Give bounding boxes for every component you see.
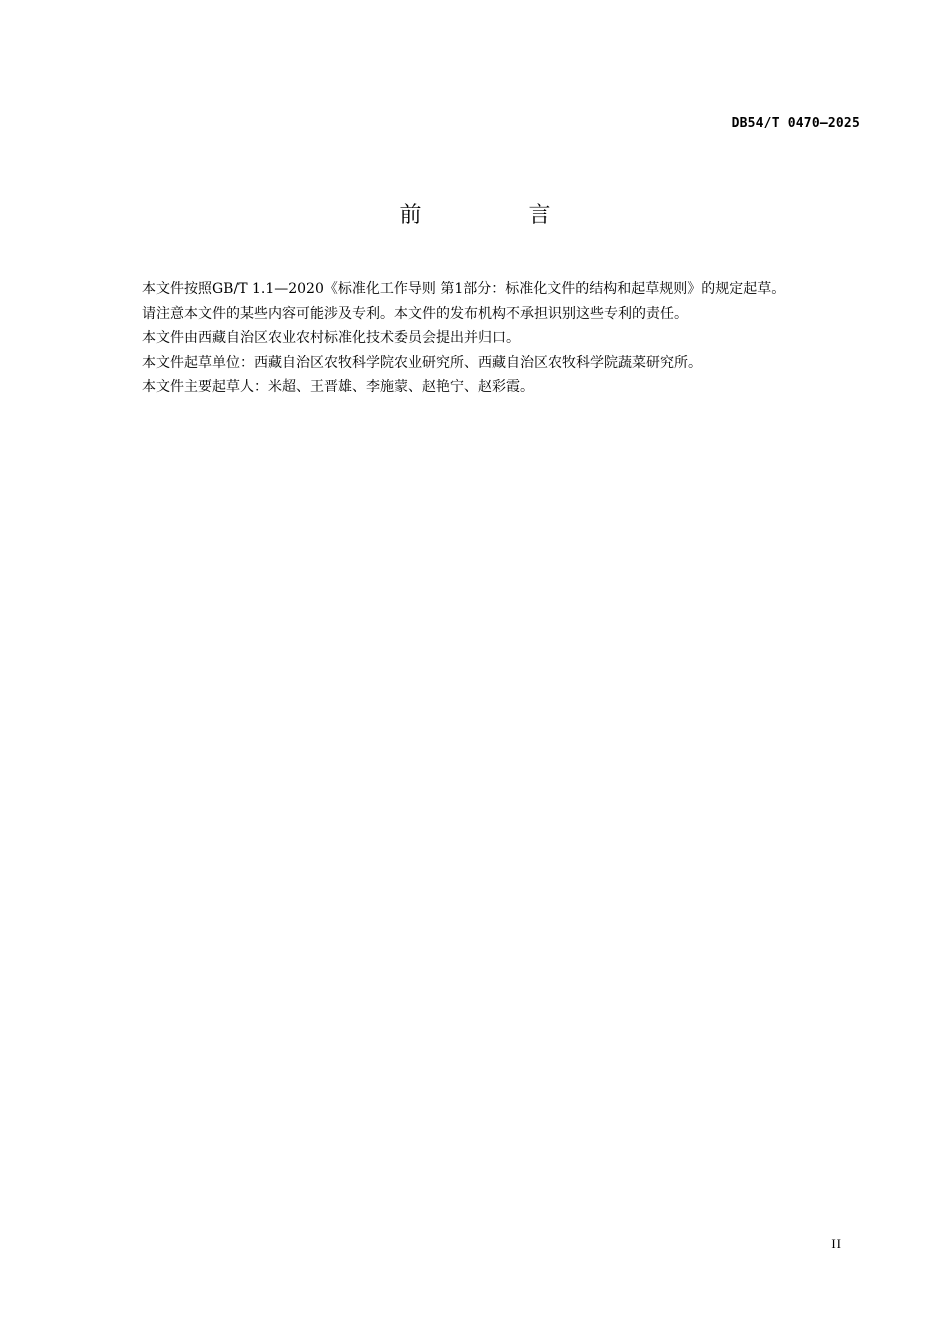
paragraph-drafting-rules: 本文件按照GB/T 1.1—2020《标准化工作导则 第1部分：标准化文件的结构和起草规则》的规定起草。 (142, 281, 786, 297)
paragraph-drafters: 本文件主要起草人：米超、王晋雄、李施蒙、赵艳宁、赵彩霞。 (142, 379, 534, 395)
paragraph-proposer: 本文件由西藏自治区农业农村标准化技术委员会提出并归口。 (142, 330, 520, 346)
foreword-body (114, 277, 860, 400)
standard-code: DB54/T 0470—2025 (731, 116, 860, 131)
page-number: II (831, 1236, 842, 1251)
paragraph-patent-notice: 请注意本文件的某些内容可能涉及专利。本文件的发布机构不承担识别这些专利的责任。 (142, 305, 688, 322)
paragraph-drafting-units: 本文件起草单位：西藏自治区农牧科学院农业研究所、西藏自治区农牧科学院蔬菜研究所。 (142, 354, 702, 371)
page-title: 前 言 (399, 203, 601, 228)
